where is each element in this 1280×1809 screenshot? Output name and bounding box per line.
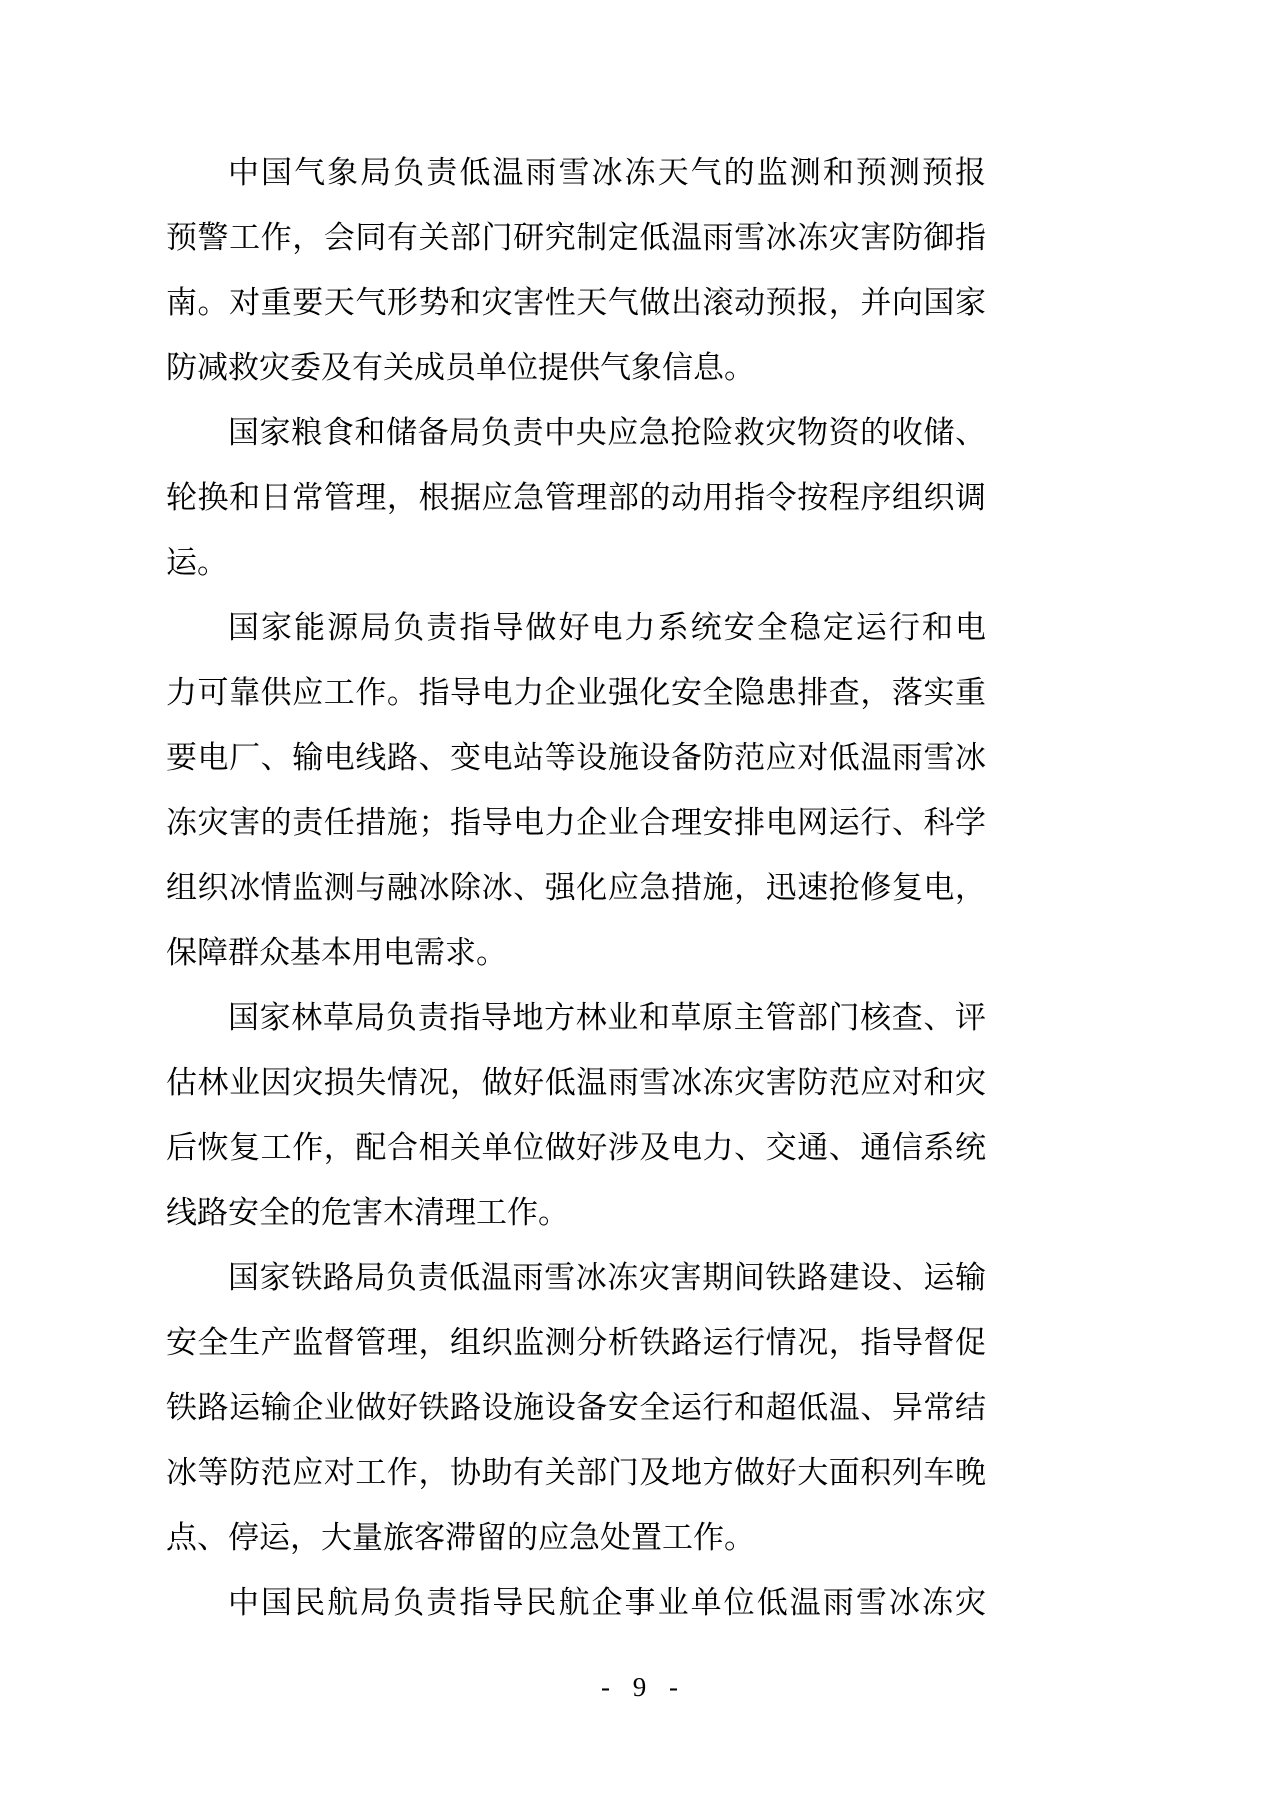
text-line: 国家林草局负责指导地方林业和草原主管部门核查、评 — [228, 1000, 986, 1035]
text-line: 点、停运，大量旅客滞留的应急处置工作。 — [166, 1520, 755, 1555]
text-line: 冰等防范应对工作，协助有关部门及地方做好大面积列车晚 — [166, 1455, 986, 1490]
text-line: 安全生产监督管理，组织监测分析铁路运行情况，指导督促 — [166, 1325, 986, 1360]
text-line: 运。 — [166, 545, 228, 580]
page-number: - 9 - — [601, 1672, 679, 1702]
text-line: 铁路运输企业做好铁路设施设备安全运行和超低温、异常结 — [166, 1390, 986, 1425]
text-line: 中国气象局负责低温雨雪冰冻天气的监测和预测预报 — [228, 155, 986, 190]
body-text — [166, 140, 986, 1635]
text-line: 冻灾害的责任措施；指导电力企业合理安排电网运行、科学 — [166, 805, 986, 840]
text-line: 南。对重要天气形势和灾害性天气做出滚动预报，并向国家 — [166, 285, 986, 320]
text-line: 力可靠供应工作。指导电力企业强化安全隐患排查，落实重 — [166, 675, 986, 710]
text-line: 要电厂、输电线路、变电站等设施设备防范应对低温雨雪冰 — [166, 740, 986, 775]
text-line: 后恢复工作，配合相关单位做好涉及电力、交通、通信系统 — [166, 1130, 986, 1165]
text-line: 国家粮食和储备局负责中央应急抢险救灾物资的收储、 — [228, 415, 986, 450]
text-line: 国家铁路局负责低温雨雪冰冻灾害期间铁路建设、运输 — [228, 1260, 986, 1295]
text-line: 国家能源局负责指导做好电力系统安全稳定运行和电 — [228, 610, 986, 645]
text-line: 估林业因灾损失情况，做好低温雨雪冰冻灾害防范应对和灾 — [166, 1065, 986, 1100]
text-line: 中国民航局负责指导民航企事业单位低温雨雪冰冻灾 — [228, 1585, 986, 1620]
text-line: 预警工作，会同有关部门研究制定低温雨雪冰冻灾害防御指 — [166, 220, 986, 255]
text-line: 线路安全的危害木清理工作。 — [166, 1195, 569, 1230]
text-line: 防减救灾委及有关成员单位提供气象信息。 — [166, 350, 755, 385]
text-line: 轮换和日常管理，根据应急管理部的动用指令按程序组织调 — [166, 480, 986, 515]
text-line: 保障群众基本用电需求。 — [166, 935, 507, 970]
text-line: 组织冰情监测与融冰除冰、强化应急措施，迅速抢修复电， — [166, 870, 986, 905]
